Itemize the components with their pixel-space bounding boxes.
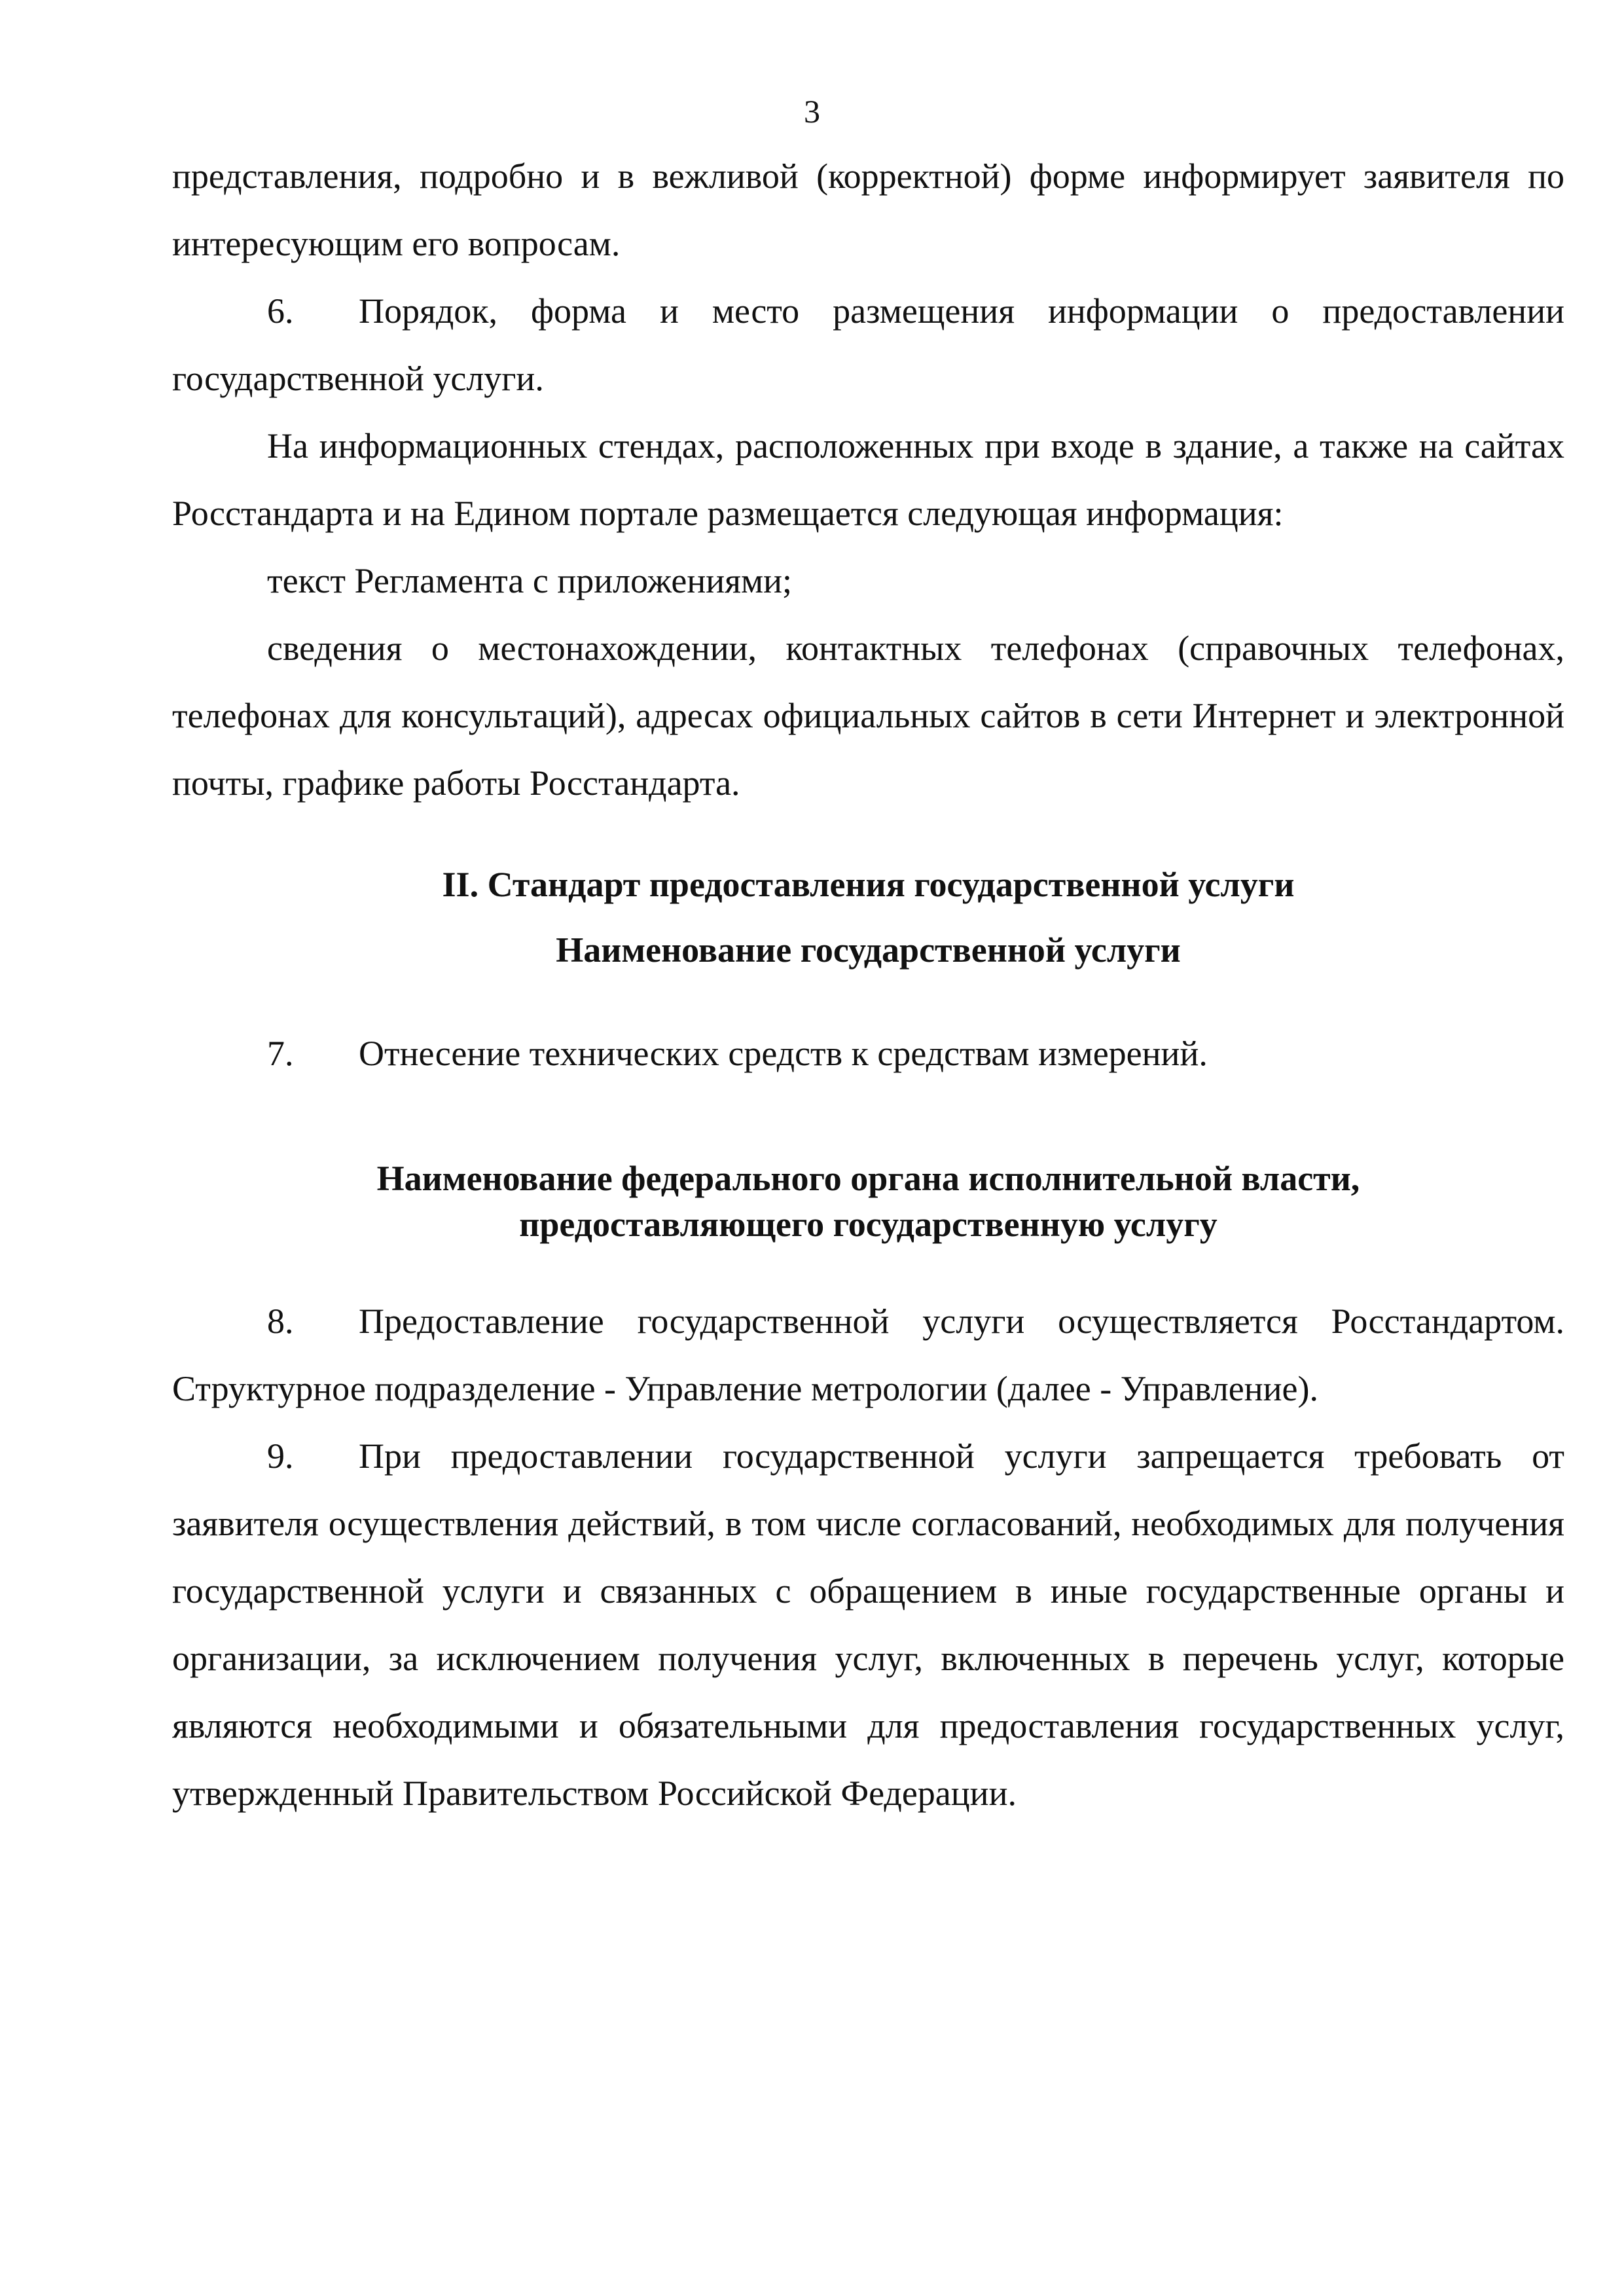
section-2-title: II. Стандарт предоставления государственной услуги (442, 865, 1295, 904)
body-block-bottom (172, 1288, 1564, 1827)
item-9-number: 9. (267, 1436, 294, 1476)
item-7-paragraph (172, 1020, 1564, 1087)
item-6-text: Порядок, форма и место размещения информации о предоставлении государственной услуги. (172, 291, 1564, 398)
intro-paragraph: представления, подробно и в вежливой (корректной) форме информирует заявителя по интересующим его вопросам. (172, 156, 1564, 263)
item-6-regulation-text: текст Регламента с приложениями; (267, 561, 793, 600)
item-9-text: При предоставлении государственной услуги запрещается требовать от заявителя осуществления действий, в том числе согласований, необходимых для получения государственной услуги и связанных с обращением в иные государственные органы и организации, за исключением получения услуг, включенных в перечень услуг, которые являются необходимыми и обязательными для предоставления государственных услуг, утвержденный Правительством Российской Федерации. (172, 1436, 1564, 1813)
item-8-paragraph (172, 1288, 1564, 1423)
body-block-item-7 (172, 1020, 1564, 1087)
item-8-text: Предоставление государственной услуги осуществляется Росстандартом. Структурное подразделение - Управление метрологии (далее - Управление). (172, 1302, 1564, 1408)
item-7-number: 7. (267, 1034, 294, 1073)
item-7-text: Отнесение технических средств к средствам измерений. (359, 1034, 1208, 1073)
item-9-paragraph (172, 1423, 1564, 1827)
item-6-contacts-paragraph: сведения о местонахождении, контактных телефонах (справочных телефонах, телефонах для консультаций), адресах официальных сайтов в сети Интернет и электронной почты, графике работы Росстандарта. (172, 629, 1564, 803)
authority-title-line-1: Наименование федерального органа исполнительной власти, (376, 1159, 1360, 1198)
item-6-paragraph (172, 278, 1564, 412)
item-6-info-paragraph: На информационных стендах, расположенных при входе в здание, а также на сайтах Росстандарта и на Едином портале размещается следующая информация: (172, 426, 1564, 533)
authority-title-line-2: предоставляющего государственную услугу (519, 1205, 1218, 1244)
item-6-number: 6. (267, 291, 294, 331)
page-number: 3 (804, 93, 820, 130)
service-name-title: Наименование государственной услуги (556, 930, 1181, 970)
item-8-number: 8. (267, 1302, 294, 1341)
body-block-top (172, 143, 1564, 817)
